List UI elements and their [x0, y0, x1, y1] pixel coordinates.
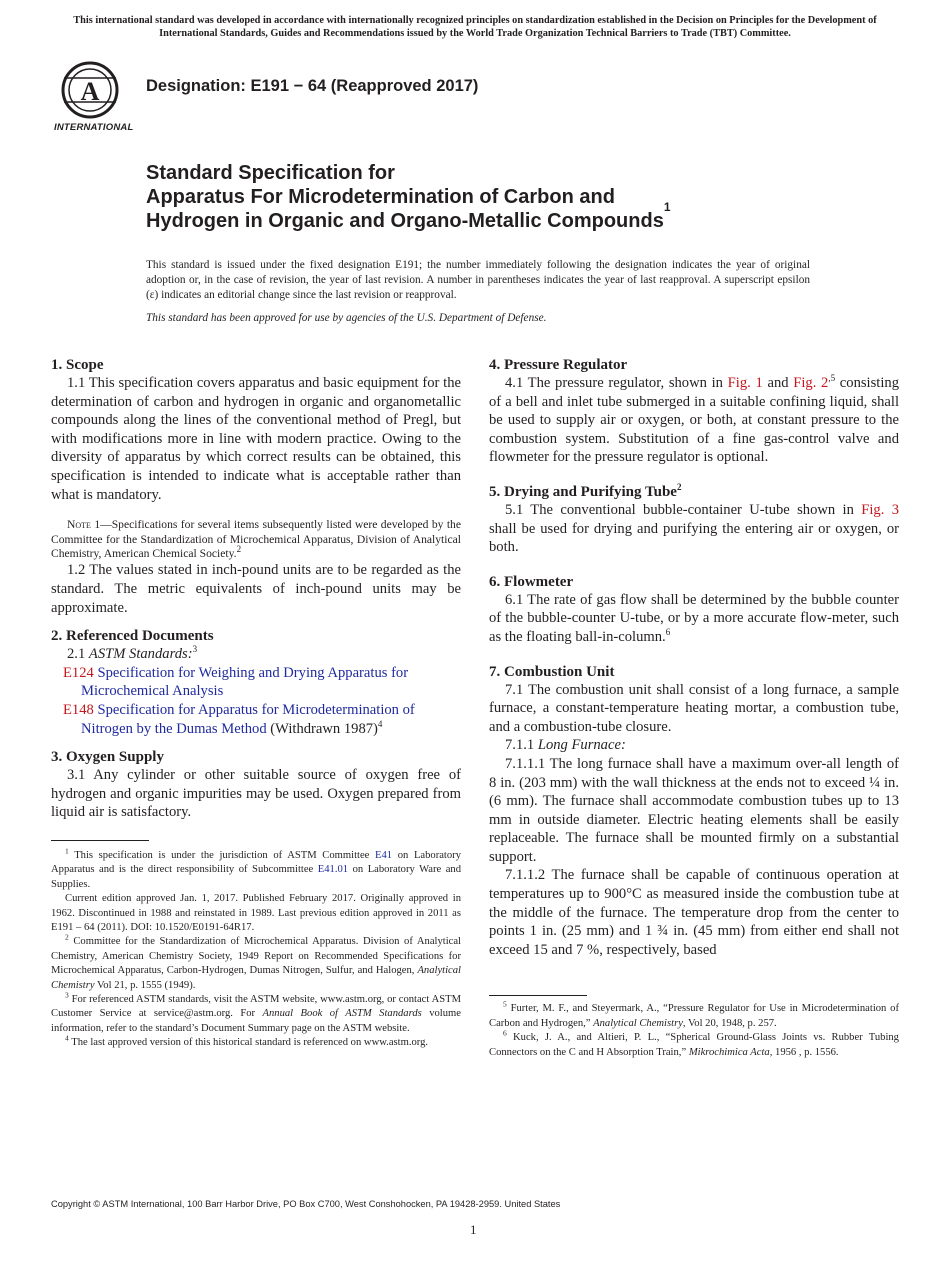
- page-number: 1: [470, 1222, 477, 1237]
- paragraph-1-2: 1.2 The values stated in inch-pound units are to be regarded as the standard. The metric equivalents of inch-pound units may be approximate.: [51, 562, 461, 616]
- copyright-footer: Copyright © ASTM International, 100 Barr Harbor Drive, PO Box C700, West Conshohocken, PA 19428-2959. United States: [51, 1199, 561, 1209]
- footnote-divider: [51, 840, 149, 841]
- title-line-2: Apparatus For Microdetermination of Carbon and: [146, 186, 615, 208]
- footnotes-left: [51, 846, 461, 1051]
- footnote-3: $^3$ For referenced ASTM standards, visit the ASTM website, www.astm.org, or contact ASTM Customer Service at service@astm.org. For Annual Book of ASTM Standards volume information, refer to the standard’s Document Summary page on the ASTM website.: [51, 990, 461, 1034]
- paragraph-7-1-1-2: 7.1.1.2 The furnace shall be capable of continuous operation at temperatures up to 900°C as measured inside the combustion tube at the middle of the furnace. The temperature drop from the center to points 1 in. (25 mm) and 1 ¾ in. (45 mm) from either end shall not exceed 15 and 7 %, respectively, based: [489, 867, 899, 958]
- paragraph-1-1: 1.1 This specification covers apparatus and basic equipment for the determination of carbon and hydrogen in organic and organometallic compounds along the lines of the conventional method of Pregl, but with modifications more in line with modern practice. Owing to the diversity of apparatus by which correct results can be obtained, this specification is intended to indicate what is acceptable rather than what is mandatory.: [51, 375, 461, 503]
- footnote-6: $^6$ Kuck, J. A., and Altieri, P. L., “Spherical Ground-Glass Joints vs. Rubber Tubing Connectors on the C and H Absorption Train,” Mikrochimica Acta, 1956 , p. 1556.: [489, 1028, 899, 1058]
- title-line-1: Standard Specification for: [146, 162, 395, 184]
- section-heading-oxygen: 3. Oxygen Supply: [51, 749, 164, 766]
- preamble: This standard is issued under the fixed designation E191; the number immediately following the designation indicates the year of original adoption or, in the case of revision, the year of last revision. A number in parentheses indicates the year of last reapproval. A superscript epsilon (ε) indicates an editorial change since the last revision or reapproval.: [146, 259, 810, 301]
- fig-1-link[interactable]: Fig. 1: [727, 375, 763, 391]
- svg-text:A: A: [80, 77, 100, 106]
- title-line-3: Hydrogen in Organic and Organo-Metallic Compounds$^1$: [146, 200, 671, 232]
- astm-logo: [50, 58, 136, 134]
- paragraph-7-1-1: 7.1.1 Long Furnace:: [505, 737, 626, 754]
- footnote-divider-right: [489, 995, 587, 996]
- title-footnote-mark: 1: [663, 200, 671, 214]
- section-heading-drying: 5. Drying and Purifying Tube$^2$: [489, 481, 682, 500]
- reference-e148[interactable]: E148 Specification for Apparatus for Microdetermination of Nitrogen by the Dumas Method (Withdrawn 1987)$^4$: [63, 701, 415, 737]
- designation: Designation: E191 − 64 (Reapproved 2017): [146, 77, 479, 95]
- footnote-4: $^4$ The last approved version of this historical standard is referenced on www.astm.org.: [65, 1033, 429, 1049]
- fig-3-link[interactable]: Fig. 3: [861, 501, 899, 518]
- footnote-5: $^5$ Furter, M. F., and Steyermark, A., “Pressure Regulator for Use in Microdetermination of Carbon and Hydrogen,” Analytical Chemistry, Vol 20, 1948, p. 257.: [489, 999, 899, 1029]
- paragraph-4-1: 4.1 The pressure regulator, shown in Fig. 1 and Fig. $2^{,5}$ consisting of a bell and inlet tube submerged in a suitable confining liquid, shall be used to supply air or oxygen, or both, at constant pressure to the combustion system. Substitution of a fine gas-control valve and flowmeter for the pressure regulator is optional.: [489, 373, 899, 466]
- paragraph-6-1: 6.1 The rate of gas flow shall be determined by the bubble counter of the bubble-counter U-tube, or by a more accurate flow-meter, such as the floating ball-in-column.$^6$: [489, 591, 899, 645]
- logo-subtext: INTERNATIONAL: [54, 122, 134, 133]
- paragraph-3-1: 3.1 Any cylinder or other suitable source of oxygen free of hydrogen and organic impurities may be used. Oxygen prepared from liquid air is satisfactory.: [51, 767, 461, 821]
- section-heading-referenced: 2. Referenced Documents: [51, 628, 214, 645]
- dod-approval: This standard has been approved for use by agencies of the U.S. Department of Defense.: [146, 312, 547, 324]
- footnote-1-edition: Current edition approved Jan. 1, 2017. Published February 2017. Originally approved in 1962. Discontinued in 1988 and reinstated in 1989. Last previous edition approved in 2011 as E191 – 64 (2011). DOI: 10.1520/E0191-64R17.: [51, 893, 461, 933]
- section-heading-pressure: 4. Pressure Regulator: [489, 357, 628, 373]
- section-heading-flowmeter: 6. Flowmeter: [489, 573, 574, 590]
- paragraph-5-1: 5.1 The conventional bubble-container U-tube shown in Fig. 3 shall be used for drying and purifying the entering air or oxygen, or both.: [489, 501, 899, 556]
- right-column: [489, 356, 899, 1060]
- paragraph-7-1: 7.1 The combustion unit shall consist of a long furnace, a sample furnace, a constant-temperature heating mortar, a combustion tube, and a combustion-tube closure.: [489, 681, 899, 735]
- footnote-1: $^1$ This specification is under the jurisdiction of ASTM Committee E41 on Laboratory Apparatus and is the direct responsibility of Subcommittee E41.01 on Laboratory Ware and Supplies.: [51, 846, 461, 890]
- note-1: Note 1—Specifications for several items subsequently listed were developed by the Committee for the Standardization of Microchemical Apparatus, Division of Analytical Chemistry, American Chemical Society.$^2$: [51, 518, 462, 560]
- section-heading-combustion: 7. Combustion Unit: [489, 663, 615, 680]
- left-column: [51, 356, 461, 1051]
- fig-2-link[interactable]: Fig. 2: [793, 375, 829, 391]
- paragraph-7-1-1-1: 7.1.1.1 The long furnace shall have a maximum over-all length of 8 in. (203 mm) with the wall thickness at the ends not to exceed ¼ in. (6 mm). The furnace shall accommodate combustion tubes up to 13 mm in outside diameter. Electric heating elements shall be easily replaceable. The furnace shall be mounted firmly on a substantial support.: [489, 755, 899, 865]
- tbt-notice: This international standard was developed in accordance with internationally recognized principles on standardization established in the Decision on Principles for the Development of International Standards, Guides and Recommendations issued by the World Trade Organization Technical Barriers to Trade (TBT) Committee.: [73, 15, 877, 39]
- astm-standards-label: 2.1 ASTM Standards:$^3$: [67, 644, 198, 663]
- page-title: [146, 161, 866, 233]
- footnotes-right: [489, 999, 899, 1060]
- footnote-2: $^2$ Committee for the Standardization of Microchemical Apparatus. Division of Analytical Chemistry, American Chemistry Society, 1949 Report on Recommended Specifications for Microchemical Apparatus, Carbon-Hydrogen, Dumas Nitrogen, Sulfur, and Halogen, Analytical Chemistry Vol 21, p. 1555 (1949).: [51, 932, 461, 991]
- reference-e124[interactable]: E124 Specification for Weighing and Drying Apparatus for Microchemical Analysis: [63, 664, 409, 700]
- section-heading-scope: 1. Scope: [51, 357, 104, 373]
